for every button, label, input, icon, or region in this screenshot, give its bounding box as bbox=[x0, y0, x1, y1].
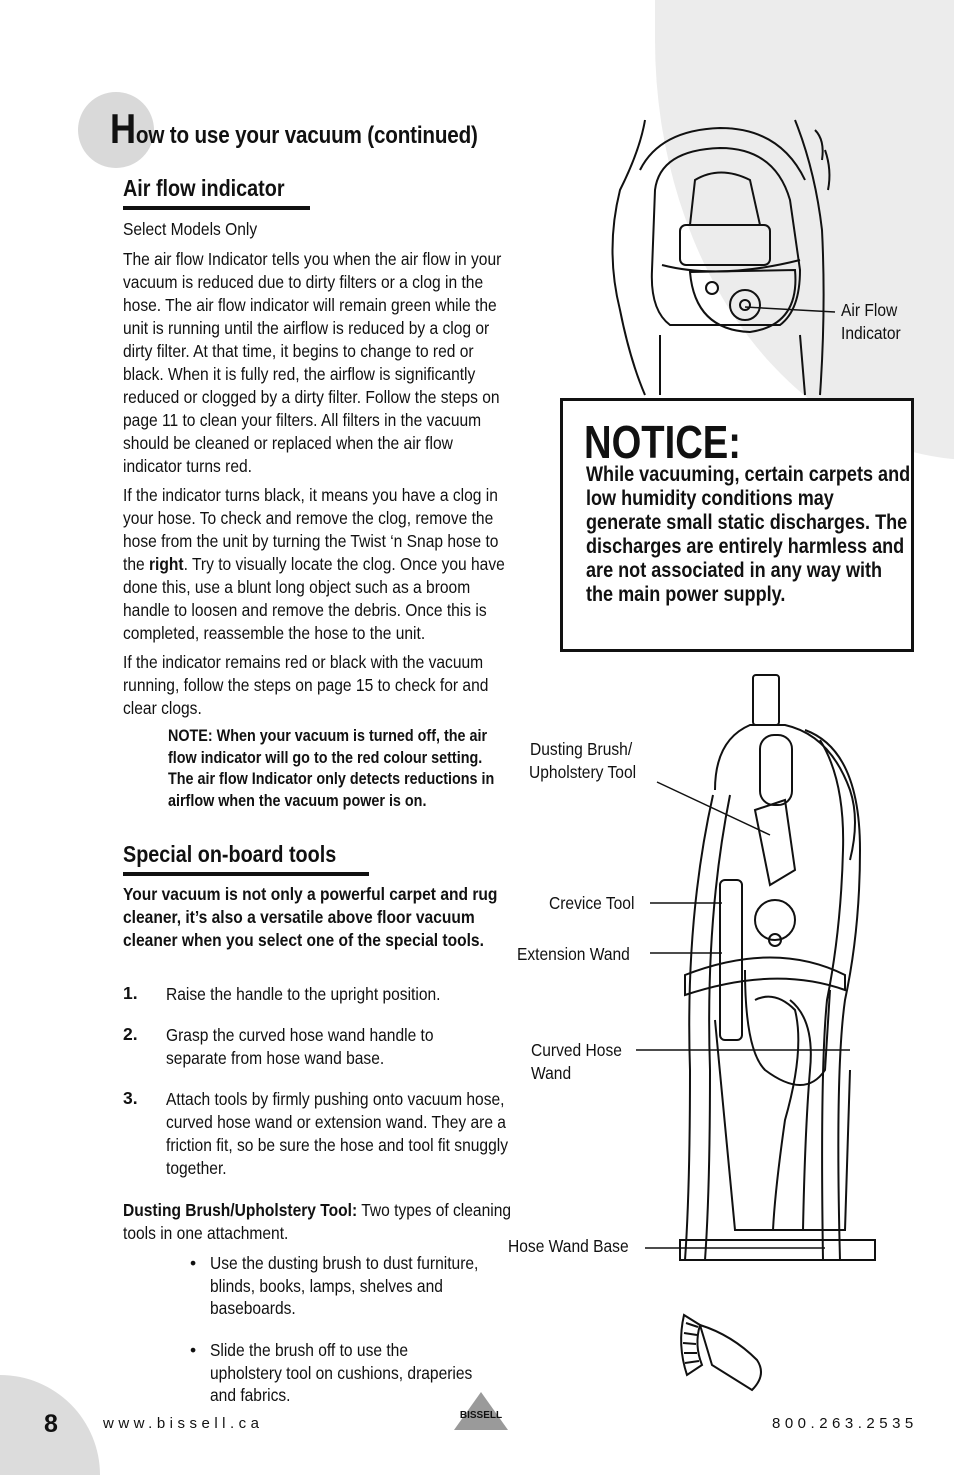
crevice-tool-label: Crevice Tool bbox=[549, 893, 635, 913]
title-rest: ow to use your vacuum (continued) bbox=[135, 122, 478, 149]
air-flow-indicator-label-1: Air Flow bbox=[841, 300, 898, 320]
air-flow-paragraph-3: If the indicator remains red or black with the vacuum running, follow the steps on page 15 to check for and clear clogs. bbox=[123, 652, 489, 718]
dusting-brush-label-1: Dusting Brush/ bbox=[530, 739, 633, 759]
extension-wand-label: Extension Wand bbox=[517, 944, 630, 964]
step-text: Attach tools by firmly pushing onto vacuum hose, curved hose wand or extension wand. They are a friction fit, so be sure the hose and tool fit snuggly together. bbox=[166, 1089, 508, 1178]
step-text: Grasp the curved hose wand handle to separate from hose wand base. bbox=[166, 1025, 434, 1068]
tools-intro: Your vacuum is not only a powerful carpet and rug cleaner, it’s also a versatile above floor vacuum cleaner when you select one of the special tools. bbox=[123, 884, 498, 950]
step-number: 1. bbox=[123, 983, 138, 1003]
para2-start: If the indicator turns black, it means you have a clog in your hose. To check and remove the clog, remove the hose from the unit by turning the Twist ‘n Snap hose to the bbox=[123, 485, 499, 574]
bullet-text: Slide the brush off to use the upholstery tool on cushions, draperies and fabrics. bbox=[210, 1340, 473, 1405]
para2-end: . Try to visually locate the clog. Once you have done this, use a blunt long object such as a broom handle to loosen and remove the debris. Once this is completed, reassemble the hose to the unit. bbox=[123, 554, 505, 643]
phone-number: 800.263.2535 bbox=[772, 1415, 918, 1432]
bullet-text: Use the dusting brush to dust furniture, blinds, books, lamps, shelves and baseboards. bbox=[210, 1253, 479, 1318]
curved-hose-wand-label-1: Curved Hose bbox=[531, 1040, 622, 1060]
hose-wand-base-label: Hose Wand Base bbox=[508, 1236, 629, 1256]
website-link[interactable]: www.bissell.ca bbox=[103, 1415, 264, 1432]
para2-bold: right bbox=[148, 554, 184, 574]
dusting-label: Dusting Brush/Upholstery Tool: bbox=[123, 1200, 358, 1220]
title-initial: H bbox=[110, 105, 136, 152]
bullet-dot: • bbox=[190, 1340, 197, 1360]
air-flow-indicator-label-2: Indicator bbox=[841, 323, 901, 343]
bissell-logo bbox=[450, 1390, 512, 1432]
dusting-brush-tool-illustration bbox=[672, 1305, 772, 1395]
dusting-brush-label-2: Upholstery Tool bbox=[529, 762, 637, 782]
curved-hose-wand-label-2: Wand bbox=[531, 1063, 572, 1083]
page-number: 8 bbox=[44, 1410, 58, 1438]
step-number: 2. bbox=[123, 1024, 138, 1044]
bullet-dot: • bbox=[190, 1253, 197, 1273]
tools-heading: Special on-board tools bbox=[123, 841, 337, 867]
air-flow-note: NOTE: When your vacuum is turned off, the air flow indicator will go to the red colour setting. The air flow Indicator only detects reductions in airflow when the vacuum power is on. bbox=[168, 727, 495, 810]
step-text: Raise the handle to the upright position. bbox=[166, 984, 441, 1004]
air-flow-heading: Air flow indicator bbox=[123, 175, 285, 201]
notice-body: While vacuuming, certain carpets and low humidity conditions may generate small static discharges. The discharges are entirely harmless and are not associated in any way with the main power supply. bbox=[586, 463, 911, 606]
step-number: 3. bbox=[123, 1088, 138, 1108]
air-flow-paragraph-1: The air flow Indicator tells you when the air flow in your vacuum is reduced due to dirty filters or a clog in the hose. The air flow indicator will remain green while the unit is running until the airflow is reduced by a clog or dirty filter. At that time, it begins to change to red or black. When it is fully red, the airflow is significantly reduced or clogged by a dirty filter. Follow the steps on page 11 to clean your filters. All filters in the vacuum should be cleaned or replaced when the air flow indicator turns red. bbox=[123, 249, 502, 476]
notice-title: NOTICE: bbox=[584, 416, 741, 468]
bissell-logo-text: BISSELL bbox=[459, 1410, 503, 1421]
dusting-text: Two types of cleaning tools in one attachment. bbox=[123, 1200, 512, 1243]
select-models: Select Models Only bbox=[123, 219, 258, 239]
